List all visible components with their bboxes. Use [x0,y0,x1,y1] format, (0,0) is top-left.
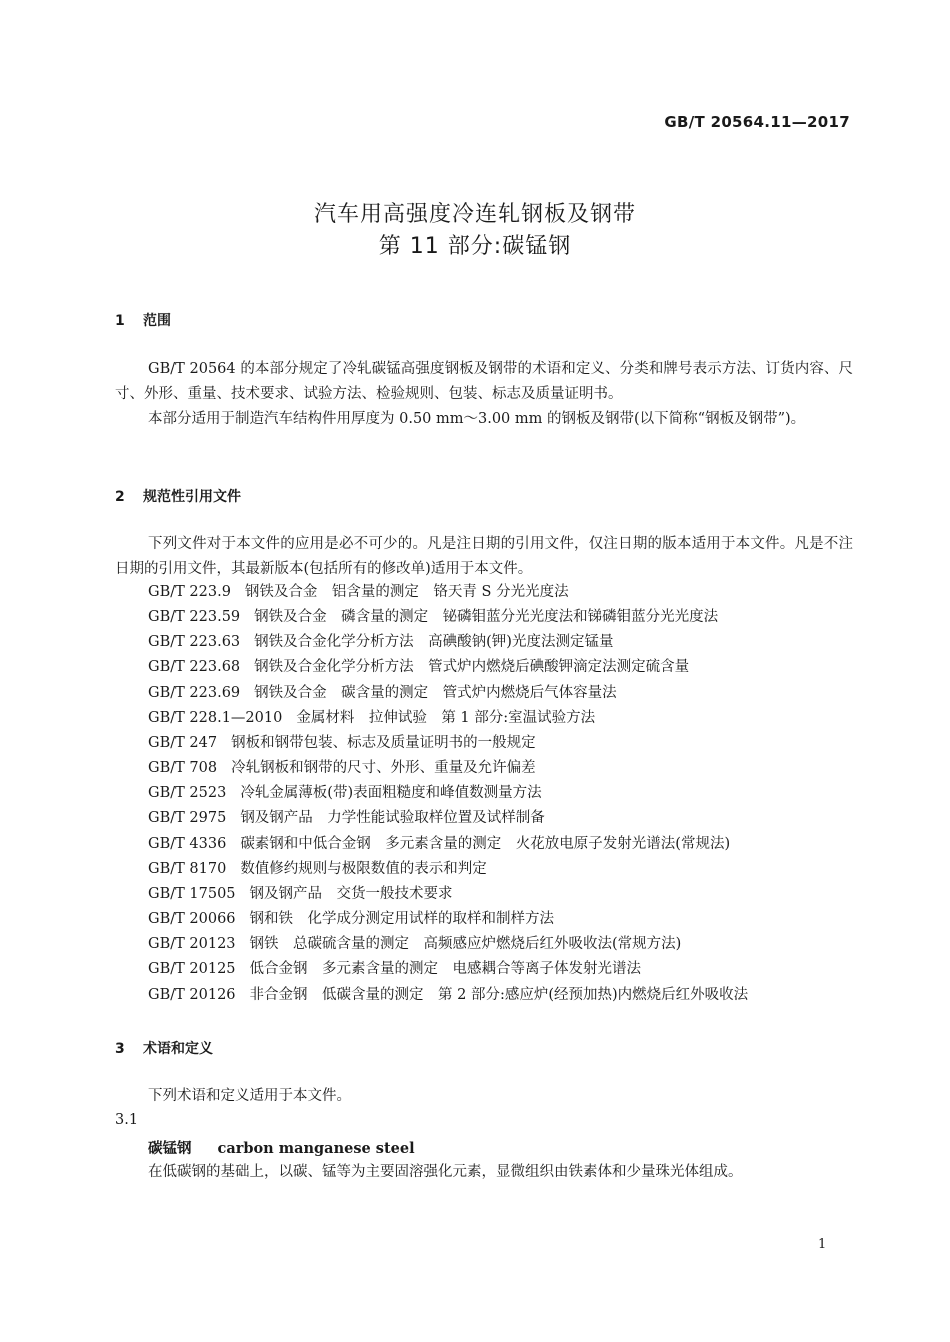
reference-code: GB/T 223.9 [148,584,231,600]
scope-paragraph-1: GB/T 20564 的本部分规定了冷轧碳锰高强度钢板及钢带的术语和定义、分类和牌号表示方法、订货内容、尺寸、外形、重量、技术要求、试验方法、检验规则、包装、标志及质量证明书。 [115,361,853,402]
reference-code: GB/T 247 [148,734,218,751]
term-en: carbon manganese steel [217,1140,415,1157]
reference-title: 低合金钢 多元素含量的测定 电感耦合等离子体发射光谱法 [249,961,642,978]
reference-title: 冷轧钢板和钢带的尺寸、外形、重量及允许偏差 [231,760,536,777]
term-zh: 碳锰钢 [148,1141,192,1157]
standard-code: GB/T 20564.11—2017 [664,113,850,131]
section-title: 范围 [143,313,171,329]
reference-code: GB/T 20066 [148,911,236,928]
reference-code: GB/T 17505 [148,885,236,902]
document-title: 汽车用高强度冷连轧钢板及钢带 [313,202,636,227]
section-3-heading [115,1038,213,1058]
reference-code: GB/T 223.69 [148,684,241,701]
reference-item [148,605,748,630]
reference-code: GB/T 708 [148,760,218,777]
section-title: 术语和定义 [143,1041,213,1057]
reference-item [148,580,748,605]
reference-title: 钢板和钢带包装、标志及质量证明书的一般规定 [231,734,536,751]
reference-title: 钢铁及合金 铝含量的测定 铬天青 S 分光光度法 [244,584,569,600]
reference-item [148,781,748,806]
reference-title: 钢及钢产品 力学性能试验取样位置及试样制备 [240,810,545,827]
reference-code: GB/T 20125 [148,961,236,978]
reference-code: GB/T 4336 [148,835,227,852]
reference-code: GB/T 2975 [148,810,227,827]
reference-code: GB/T 228.1—2010 [148,709,283,726]
reference-item [148,932,748,957]
reference-item [148,806,748,831]
reference-title: 金属材料 拉伸试验 第 1 部分:室温试验方法 [296,709,596,726]
term-definition: 在低碳钢的基础上，以碳、锰等为主要固溶强化元素，显微组织由铁素体和少量珠光体组成。 [148,1164,743,1180]
reference-code: GB/T 20126 [148,986,236,1003]
reference-item [148,983,748,1008]
reference-item [148,957,748,982]
reference-code: GB/T 223.68 [148,659,241,676]
reference-title: 钢铁 总碳硫含量的测定 高频感应炉燃烧后红外吸收法(常规方法) [249,936,682,953]
section-1-heading [115,310,171,330]
reference-title: 钢铁及合金 碳含量的测定 管式炉内燃烧后气体容量法 [254,684,617,701]
reference-code: GB/T 2523 [148,785,227,802]
reference-item [148,832,748,857]
reference-title: 钢铁及合金化学分析方法 高碘酸钠(钾)光度法测定锰量 [254,634,614,651]
reference-item [148,857,748,882]
reference-title: 冷轧金属薄板(带)表面粗糙度和峰值数测量方法 [240,785,542,802]
reference-title: 钢铁及合金 磷含量的测定 铋磷钼蓝分光光度法和锑磷钼蓝分光光度法 [254,609,719,626]
term-entry [148,1137,415,1158]
reference-item [148,756,748,781]
reference-title: 数值修约规则与极限数值的表示和判定 [240,860,487,877]
reference-code: GB/T 20123 [148,936,236,953]
page-number: 1 [818,1237,827,1252]
term-number: 3.1 [115,1112,139,1128]
terms-intro: 下列术语和定义适用于本文件。 [148,1088,351,1104]
section-number: 2 [115,489,125,505]
reference-item [148,731,748,756]
section-title: 规范性引用文件 [143,489,241,505]
references-intro: 下列文件对于本文件的应用是必不可少的。凡是注日期的引用文件，仅注日期的版本适用于本文件。凡是不注日期的引用文件，其最新版本(包括所有的修改单)适用于本文件。 [115,536,853,577]
reference-list [148,580,748,1008]
reference-title: 钢及钢产品 交货一般技术要求 [249,885,453,902]
reference-item [148,882,748,907]
reference-code: GB/T 8170 [148,860,227,877]
reference-item [148,681,748,706]
reference-code: GB/T 223.63 [148,634,241,651]
reference-code: GB/T 223.59 [148,609,241,626]
reference-item [148,907,748,932]
reference-title: 碳素钢和中低合金钢 多元素含量的测定 火花放电原子发射光谱法(常规法) [240,835,731,852]
section-number: 1 [115,313,125,329]
scope-paragraph-2: 本部分适用于制造汽车结构件用厚度为 0.50 mm～3.00 mm 的钢板及钢带(以下简称“钢板及钢带”)。 [148,411,806,427]
section-2-heading [115,486,241,506]
section-number: 3 [115,1041,125,1057]
reference-item [148,655,748,680]
reference-title: 非合金钢 低碳含量的测定 第 2 部分:感应炉(经预加热)内燃烧后红外吸收法 [249,986,749,1003]
reference-item [148,630,748,655]
reference-item [148,706,748,731]
reference-title: 钢和铁 化学成分测定用试样的取样和制样方法 [249,911,555,928]
reference-title: 钢铁及合金化学分析方法 管式炉内燃烧后碘酸钾滴定法测定硫含量 [254,659,690,676]
document-subtitle: 第 11 部分:碳锰钢 [378,234,572,259]
